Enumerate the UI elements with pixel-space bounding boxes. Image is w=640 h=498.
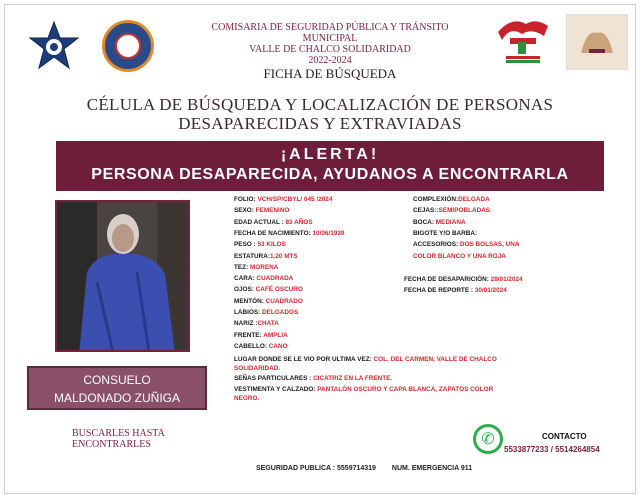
field-row — [234, 207, 289, 216]
slogan-line-2: ENCONTRARLES — [72, 439, 151, 450]
person-last-name: MALDONADO ZUÑIGA — [53, 391, 180, 405]
field-row — [234, 309, 298, 318]
senas-value: CICATRIZ EN LA FRENTE. — [313, 375, 393, 382]
field-label: MENTÓN: — [234, 297, 266, 305]
lugar-label: LUGAR DONDE SE LE VIO POR ULTIMA VEZ: — [234, 356, 374, 363]
field-label: FECHA DE REPORTE : — [404, 287, 475, 295]
field-label: ACCESORIOS: — [413, 241, 460, 249]
field-value: MEDIANA — [435, 218, 466, 226]
field-value: DELGADA — [458, 196, 490, 203]
institution-header — [150, 22, 510, 79]
field-label: FRENTE: — [234, 331, 264, 339]
senas-label: SEÑAS PARTICULARES : — [234, 375, 314, 382]
missing-person-photo — [55, 200, 190, 352]
slogan-line-1: BUSCARLES HASTA — [72, 428, 165, 439]
field-value: DELGADOS — [262, 309, 299, 316]
field-label: ESTATURA: — [234, 252, 270, 260]
field-label: NARIZ : — [234, 320, 258, 328]
field-value: :SEMIPOBLADAS — [436, 207, 491, 215]
field-value: CHATA — [257, 320, 279, 328]
field-label: COMPLEXIÓN: — [413, 196, 459, 203]
government-emblem-icon — [566, 14, 628, 70]
footer-emergencia: NUM. EMERGENCIA 911 — [391, 465, 473, 472]
celula-title — [60, 95, 580, 133]
field-value: 28/01/2024 — [490, 276, 523, 283]
field-value: CUADRADA — [256, 275, 294, 283]
field-value: FEMENINO — [255, 207, 290, 215]
field-label: FECHA DE DESAPARICIÓN: — [404, 276, 491, 283]
field-label: CEJAS: — [413, 207, 437, 215]
field-label: FOLIO: — [234, 196, 258, 203]
field-row — [234, 219, 313, 228]
left-fields — [234, 196, 404, 356]
footer-seguridad: SEGURIDAD PUBLICA : 5559714319 — [256, 465, 376, 472]
field-value: CAFÉ OSCURO — [255, 286, 303, 294]
field-label: BIGOTE Y/O BARBA: — [413, 229, 478, 237]
contact-title: CONTACTO — [542, 432, 587, 441]
field-value: DOS BOLSAS, UNA — [459, 241, 520, 249]
field-row — [234, 298, 303, 307]
header-line-2: MUNICIPAL — [302, 33, 358, 44]
field-value: COLOR BLANCO Y UNA ROJA — [413, 252, 506, 260]
field-value: 30/01/2024 — [474, 287, 507, 295]
ficha-title: FICHA DE BÚSQUEDA — [263, 66, 397, 81]
field-row — [404, 287, 507, 296]
bottom-fields — [234, 356, 614, 406]
field-row — [413, 230, 477, 239]
vestimenta-value-cont: NEGRO. — [234, 394, 260, 402]
field-row — [234, 230, 344, 239]
field-label: EDAD ACTUAL : — [234, 218, 286, 226]
field-row — [234, 275, 293, 284]
celula-line-1: CÉLULA DE BÚSQUEDA Y LOCALIZACIÓN DE PERSONAS — [86, 95, 554, 114]
field-row — [234, 196, 332, 205]
field-label: LABIOS: — [234, 309, 263, 316]
right-fields — [413, 196, 593, 260]
field-row — [413, 241, 520, 250]
field-label: CABELLO: — [234, 342, 269, 350]
field-row — [413, 253, 506, 262]
field-label: FECHA DE NACIMIENTO: — [234, 229, 313, 237]
field-value: 83 AÑOS — [285, 218, 313, 226]
whatsapp-icon: ✆ — [473, 424, 503, 454]
header-line-4: 2022-2024 — [308, 55, 352, 66]
alert-banner — [56, 141, 604, 191]
field-value: VCH/SP/CBYL/ 045 /2024 — [257, 196, 333, 203]
field-label: OJOS: — [234, 286, 256, 294]
lugar-value: COL. DEL CARMEN, VALLE DE CHALCO — [373, 356, 497, 363]
field-value: MORENA — [249, 263, 279, 271]
field-label: CARA: — [234, 275, 257, 283]
lugar-value-cont: SOLIDARIDAD. — [234, 364, 281, 372]
alert-heading: ¡ALERTA! — [280, 146, 380, 163]
field-row — [234, 253, 298, 262]
date-fields — [404, 276, 604, 296]
field-label: BOCA: — [413, 218, 436, 226]
field-row — [234, 264, 278, 273]
contact-phones: 5533877233 / 5514264854 — [504, 445, 600, 454]
header-line-1: COMISARIA DE SEGURIDAD PÚBLICA Y TRÁNSITO — [211, 22, 449, 33]
footer — [256, 465, 486, 472]
header-line-3: VALLE DE CHALCO SOLIDARIDAD — [249, 44, 411, 55]
municipal-seal-icon — [102, 20, 154, 72]
person-name-box — [27, 366, 207, 410]
field-label: SEXO: — [234, 207, 256, 215]
field-label: TEZ: — [234, 263, 250, 271]
vestimenta-label: VESTIMENTA Y CALZADO: — [234, 386, 318, 393]
field-value: 10/06/1939 — [312, 229, 345, 237]
field-row — [413, 207, 490, 216]
field-value: 1.20 MTS — [269, 252, 298, 260]
field-row — [234, 332, 288, 341]
celula-line-2: DESAPARECIDAS Y EXTRAVIADAS — [178, 114, 462, 133]
field-label: PESO : — [234, 241, 258, 249]
field-value: CANO — [268, 342, 288, 350]
field-row — [404, 276, 523, 285]
search-slogan — [72, 428, 165, 450]
vestimenta-value: PANTALÓN OSCURO Y CAPA BLANCA, ZAPATOS COLOR — [317, 386, 494, 393]
field-row — [234, 343, 288, 352]
field-row — [234, 320, 279, 329]
field-value: AMPLIA — [263, 331, 288, 339]
police-star-icon — [28, 20, 80, 72]
alert-subheading: PERSONA DESAPARECIDA, AYUDANOS A ENCONTRARLA — [91, 166, 569, 183]
field-row — [413, 219, 466, 228]
field-value: CUADRADO — [265, 297, 303, 305]
field-value: 53 KILOS — [257, 241, 286, 249]
field-row — [234, 241, 286, 250]
person-first-name: CONSUELO — [83, 373, 151, 387]
field-row — [413, 196, 490, 205]
field-row — [234, 286, 303, 295]
